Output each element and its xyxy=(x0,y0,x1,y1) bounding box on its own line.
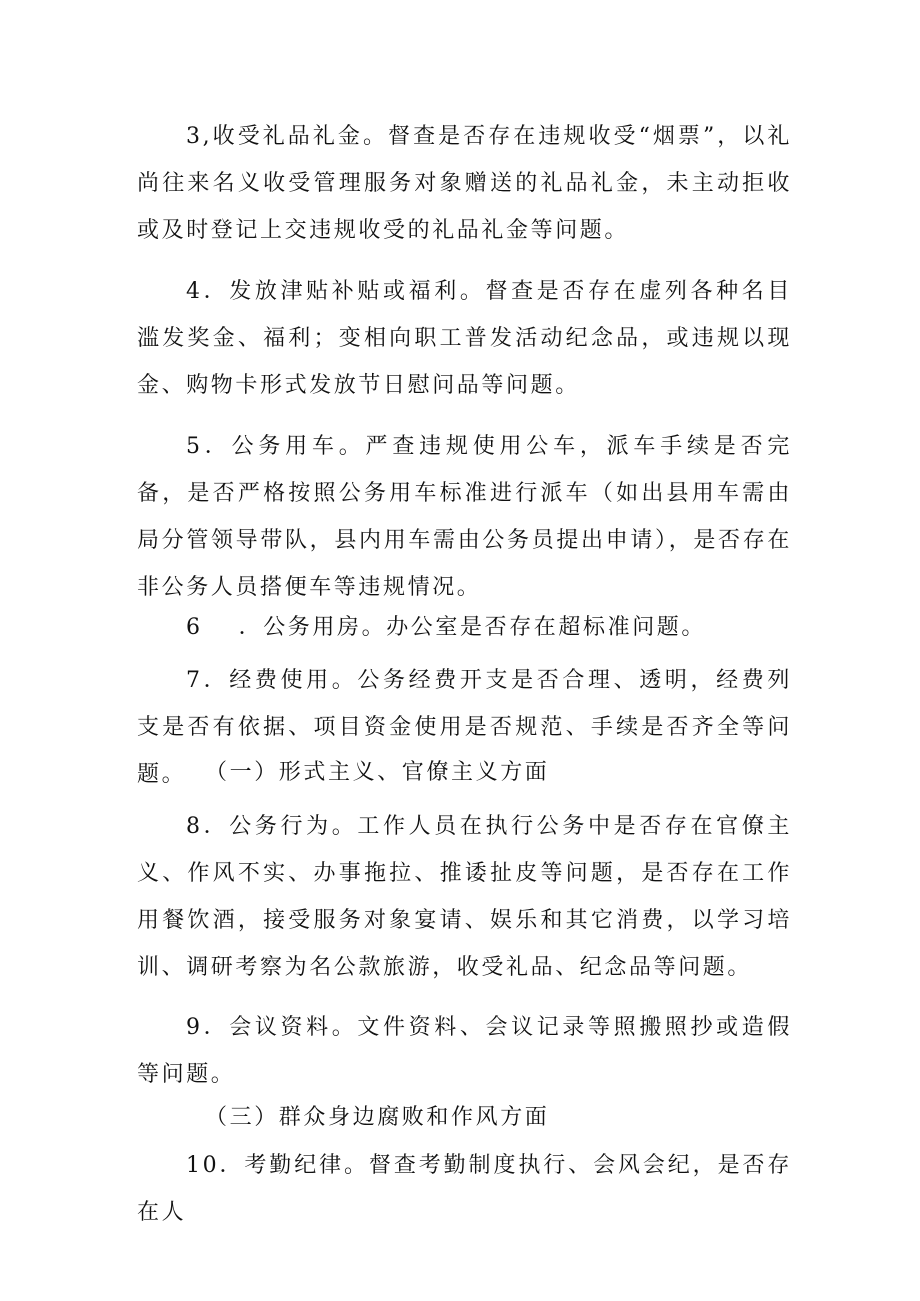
paragraph-item-3: 3,收受礼品礼金。督查是否存在违规收受“烟票”，以礼尚往来名义收受管理服务对象赠送的礼品礼金，未主动拒收或及时登记上交违规收受的礼品礼金等问题。 xyxy=(137,124,792,243)
section-heading-formalism: （一）形式主义、官僚主义方面 xyxy=(205,760,550,785)
section-heading-corruption: （三）群众身边腐败和作风方面 xyxy=(205,1105,550,1130)
paragraph-item-5: 5．公务用车。严查违规使用公车，派车手续是否完备，是否严格按照公务用车标准进行派车（如出县用车需由局分管领导带队，县内用车需由公务员提出申请），是否存在非公务人员搭便车等违规情况。 xyxy=(137,434,792,600)
paragraph-item-10: 10．考勤纪律。督查考勤制度执行、会风会纪，是否存在人 xyxy=(137,1153,792,1225)
paragraph-6-number: 6 xyxy=(186,615,203,640)
paragraph-item-7: 7．经费使用。公务经费开支是否合理、透明，经费列支是否有依据、项目资金使用是否规范、手续是否齐全等问题。 xyxy=(137,668,792,787)
paragraph-item-9: 9．会议资料。文件资料、会议记录等照搬照抄或造假等问题。 xyxy=(137,1015,792,1087)
paragraph-item-8: 8．公务行为。工作人员在执行公务中是否存在官僚主义、作风不实、办事拖拉、推诿扯皮等问题，是否存在工作用餐饮酒，接受服务对象宴请、娱乐和其它消费，以学习培训、调研考察为名公款旅游，收受礼品、纪念品等问题。 xyxy=(137,814,792,980)
paragraph-6-text: ．公务用房。办公室是否存在超标准问题。 xyxy=(238,615,707,640)
paragraph-item-6 xyxy=(137,604,792,651)
paragraph-item-4: 4．发放津贴补贴或福利。督查是否存在虚列各种名目滥发奖金、福利；变相向职工普发活动纪念品，或违规以现金、购物卡形式发放节日慰问品等问题。 xyxy=(137,279,792,398)
